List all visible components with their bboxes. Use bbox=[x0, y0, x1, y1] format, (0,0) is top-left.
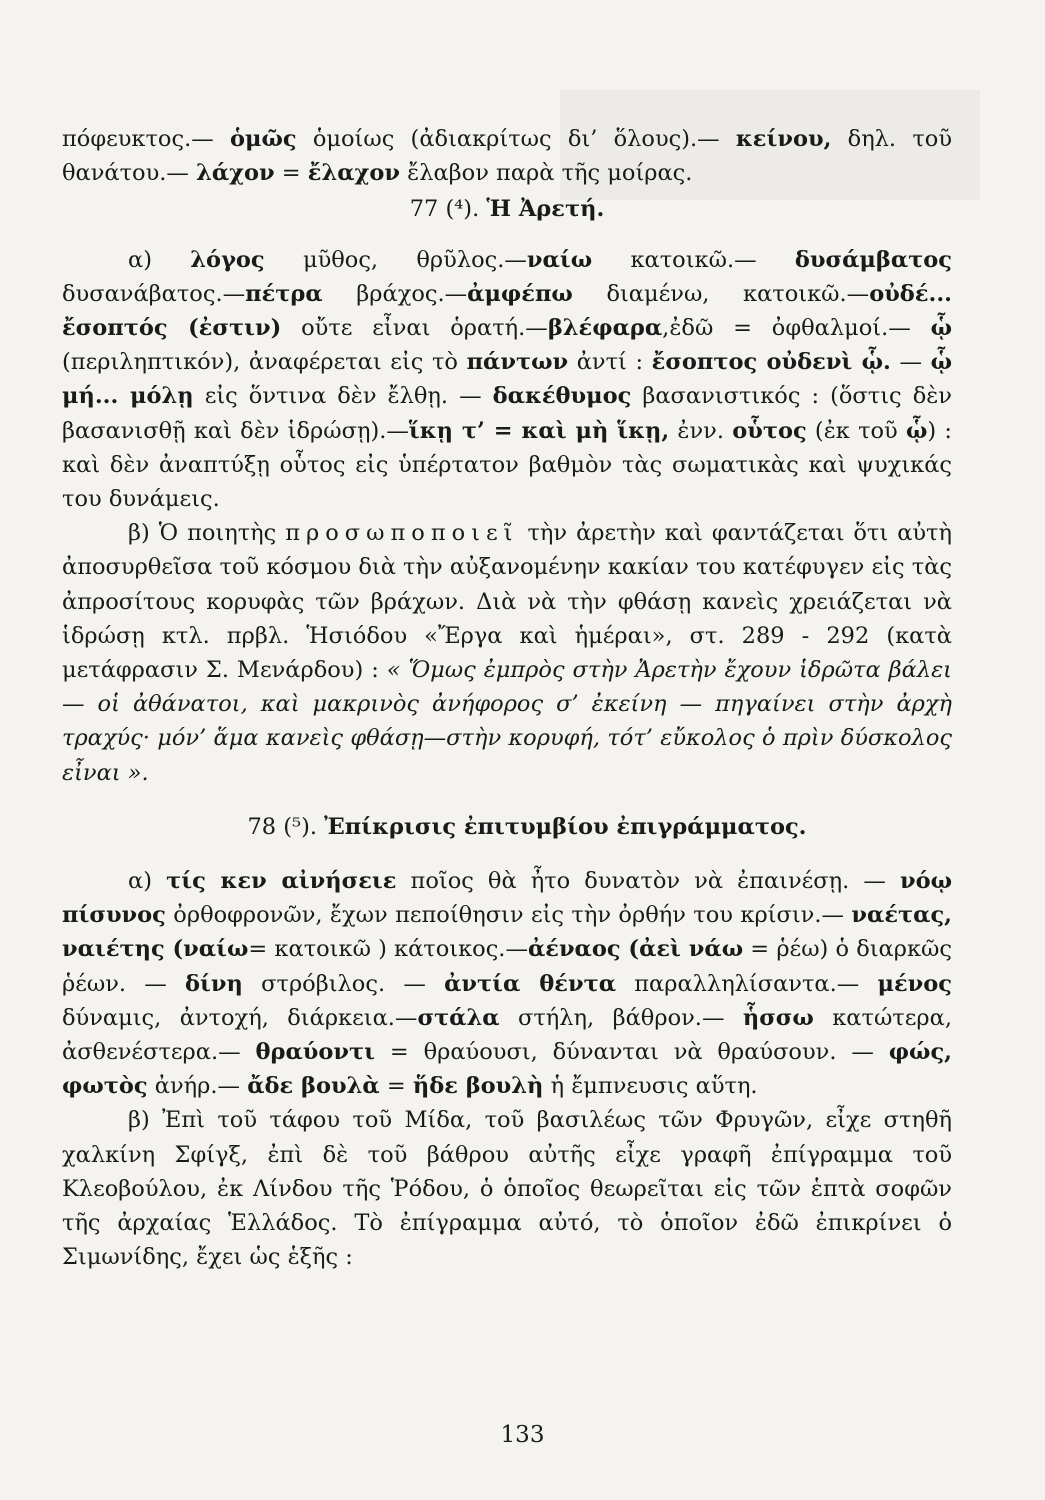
bold-term: ὁμῶς bbox=[229, 126, 297, 152]
text-run: = ῥέω) ὁ διαρκῶς ῥέων. — bbox=[62, 936, 952, 997]
paragraph-78-beta bbox=[62, 1103, 952, 1274]
bold-term: στάλα bbox=[417, 1004, 500, 1031]
text-run: βασανιστικός : (ὅστις δὲν βασανισθῇ καὶ δὲν ἱδρώσῃ).— bbox=[62, 383, 952, 444]
text-run: (περιληπτικόν), ἀναφέρεται εἰς τὸ bbox=[62, 349, 467, 376]
bold-term: πέτρα bbox=[245, 280, 323, 307]
bold-term: δίνη bbox=[185, 970, 243, 997]
text-run: ἔλαβον παρὰ τῆς μοίρας. bbox=[399, 160, 693, 187]
paragraph-77-beta bbox=[62, 516, 952, 790]
bold-term: πάντων bbox=[466, 349, 569, 376]
bold-term: οὗτος bbox=[732, 417, 807, 444]
bold-term: δακέθυμος bbox=[492, 383, 632, 410]
bold-term: λάχον bbox=[196, 160, 275, 187]
text-run: β) Ἐπὶ τοῦ τάφου τοῦ Μίδα, τοῦ βασιλέως τῶν Φρυγῶν, εἶχε στηθῆ χαλκίνη Σφίγξ, ἐπὶ δὲ τοῦ βάθρου αὐτῆς εἶχε γραφῆ ἐπίγραμμα τοῦ Κλεοβούλου, ἐκ Λίνδου τῆς Ῥόδου, ὁ ὁποῖος θεωρεῖται εἰς τῶν ἑπτὰ σοφῶν τῆς ἀρχαίας Ἑλλάδος. Τὸ ἐπίγραμμα αὐτό, τὸ ὁποῖον ἐδῶ ἐπικρίνει ὁ Σιμωνίδης, ἔχει ὡς ἑξῆς : bbox=[62, 1107, 952, 1271]
bold-term: νόῳ πίσυνος bbox=[62, 868, 953, 929]
bold-term: ᾧ μή... μόλῃ bbox=[62, 349, 952, 410]
text-run: παραλληλίσαντα.— bbox=[616, 970, 878, 997]
text-run: α) bbox=[128, 246, 191, 273]
text-run: — bbox=[890, 349, 931, 376]
paragraph-77-alpha bbox=[62, 243, 952, 517]
paragraph-78-alpha bbox=[62, 864, 952, 1103]
bold-term: ᾧ bbox=[905, 417, 928, 444]
text-run: = κατοικῶ ) κάτοικος.— bbox=[248, 936, 528, 963]
text-run: οὔτε εἶναι ὁρατή.— bbox=[281, 315, 548, 342]
bold-term: κείνου, bbox=[735, 126, 832, 152]
section-heading-77 bbox=[62, 190, 952, 242]
bold-term: δυσάμβατος bbox=[794, 246, 952, 273]
section-heading-78 bbox=[62, 790, 952, 864]
paragraph-continuation bbox=[62, 122, 952, 190]
text-run: βράχος.— bbox=[322, 280, 468, 307]
bold-term: ἀμφέπω bbox=[467, 280, 573, 307]
bold-term: οὐδέ... ἔσοπτός (ἐστιν) bbox=[62, 280, 952, 342]
text-run: ) : καὶ δὲν ἀναπτύξῃ οὗτος εἰς ὑπέρτατον βαθμὸν τὰς σωματικὰς καὶ ψυχικάς του δυνάμεις. bbox=[62, 417, 952, 513]
text-run: δυσανάβατος.— bbox=[62, 280, 246, 307]
bold-term: ἔλαχον bbox=[307, 160, 400, 187]
text-run: διαμένω, κατοικῶ.— bbox=[572, 280, 870, 307]
bold-term: ᾧ bbox=[930, 315, 952, 342]
bold-term: ἔσοπτος οὐδενὶ ᾧ. bbox=[651, 349, 891, 376]
bold-term: φώς, φωτὸς bbox=[62, 1039, 953, 1100]
text-run: κατώτερα, ἀσθενέστερα.— bbox=[62, 1004, 952, 1066]
text-run: ἐνν. bbox=[669, 417, 733, 444]
spaced-term: προσωποποιεῖ bbox=[285, 520, 519, 547]
text-run: (ἐκ τοῦ bbox=[806, 417, 906, 444]
body-text bbox=[62, 122, 952, 1275]
text-run: δύναμις, ἀντοχή, διάρκεια.— bbox=[62, 1004, 418, 1031]
text-run: ὁμοίως (ἀδιακρίτως δι’ ὅλους).— bbox=[296, 126, 736, 152]
text-run: εἰς ὅντινα δὲν ἔλθῃ. — bbox=[193, 383, 493, 410]
text-run: = θραύουσι, δύνανται νὰ θραύσουν. — bbox=[375, 1039, 889, 1066]
text-run: β) Ὁ ποιητὴς bbox=[128, 520, 286, 547]
text-run: ἡ ἔμπνευσις αὕτη. bbox=[543, 1073, 758, 1100]
text-run: 78 (⁵). bbox=[247, 813, 325, 840]
text-run: στρόβιλος. — bbox=[242, 970, 445, 997]
text-run: ἀνήρ.— bbox=[147, 1073, 248, 1100]
bold-term: ἵκῃ τ’ = καὶ μὴ ἵκῃ, bbox=[408, 417, 670, 444]
italic-quote: « Ὅμως ἐμπρὸς στὴν Ἀρετὴν ἔχουν ἱδρῶτα βάλει — οἱ ἀθάνατοι, καὶ μακρινὸς ἀνήφορος σ’ ἐκείνη — πηγαίνει στὴν ἀρχὴ τραχύς· μόν’ ἅμα κανεὶς φθάσῃ—στὴν κορυφή, τότ’ εὔκολος ὁ πρὶν δύσκολος εἶναι ». bbox=[62, 657, 952, 786]
text-run: ἀντί : bbox=[568, 349, 652, 376]
text-run: μῦθος, θρῦλος.— bbox=[264, 246, 527, 273]
text-run: ,ἐδῶ = ὀφθαλμοί.— bbox=[662, 315, 931, 342]
bold-term: ἄδε βουλὰ bbox=[247, 1073, 380, 1100]
text-run: δηλ. τοῦ θανάτου.— bbox=[62, 126, 952, 187]
text-run: τὴν ἀρετὴν καὶ φαντάζεται ὅτι αὐτὴ ἀποσυρθεῖσα τοῦ κόσμου διὰ τὴν αὐξανομένην κακίαν του κατέφυγεν εἰς τὰς ἀπροσίτους κορυφὰς τῶν βράχων. Διὰ νὰ τὴν φθάσῃ κανεὶς χρειάζεται νὰ ἱδρώσῃ κτλ. πρβλ. Ἡσιόδου «Ἔργα καὶ ἡμέραι», στ. 289 - 292 (κατὰ μετάφρασιν Σ. Μενάρδου) : bbox=[62, 520, 952, 684]
bold-term: ἧσσω bbox=[742, 1004, 814, 1031]
bold-term: ναέτας, ναιέτης (ναίω bbox=[62, 902, 952, 963]
text-run: = bbox=[274, 160, 308, 187]
text-run: α) bbox=[128, 868, 167, 895]
text-run: ὀρθοφρονῶν, ἔχων πεποίθησιν εἰς τὴν ὀρθήν του κρίσιν.— bbox=[165, 902, 852, 929]
bold-term: θραύοντι bbox=[255, 1039, 376, 1066]
bold-term: τίς κεν αἰνήσειε bbox=[166, 868, 397, 895]
text-run: στήλη, βάθρον.— bbox=[499, 1004, 743, 1031]
bold-term: Ἡ Ἀρετή. bbox=[486, 196, 605, 223]
bold-term: ἀέναος (ἀεὶ νάω bbox=[527, 936, 744, 963]
bold-term: Ἐπίκρισις ἐπιτυμβίου ἐπιγράμματος. bbox=[324, 813, 807, 840]
bold-term: λόγος bbox=[190, 246, 265, 273]
text-run: ποῖος θὰ ἦτο δυνατὸν νὰ ἐπαινέσῃ. — bbox=[396, 868, 900, 895]
bold-term: ἥδε βουλὴ bbox=[412, 1073, 544, 1100]
bold-term: βλέφαρα bbox=[547, 315, 663, 342]
bold-term: ἀντία θέντα bbox=[444, 970, 617, 997]
bold-term: μένος bbox=[877, 970, 952, 997]
text-run: = bbox=[379, 1073, 413, 1100]
text-run: κατοικῶ.— bbox=[592, 246, 795, 273]
text-run: 77 (⁴). bbox=[409, 196, 487, 223]
bold-term: ναίω bbox=[526, 246, 593, 273]
text-run: πόφευκτος.— bbox=[62, 126, 230, 152]
page-number: 133 bbox=[500, 1422, 545, 1448]
